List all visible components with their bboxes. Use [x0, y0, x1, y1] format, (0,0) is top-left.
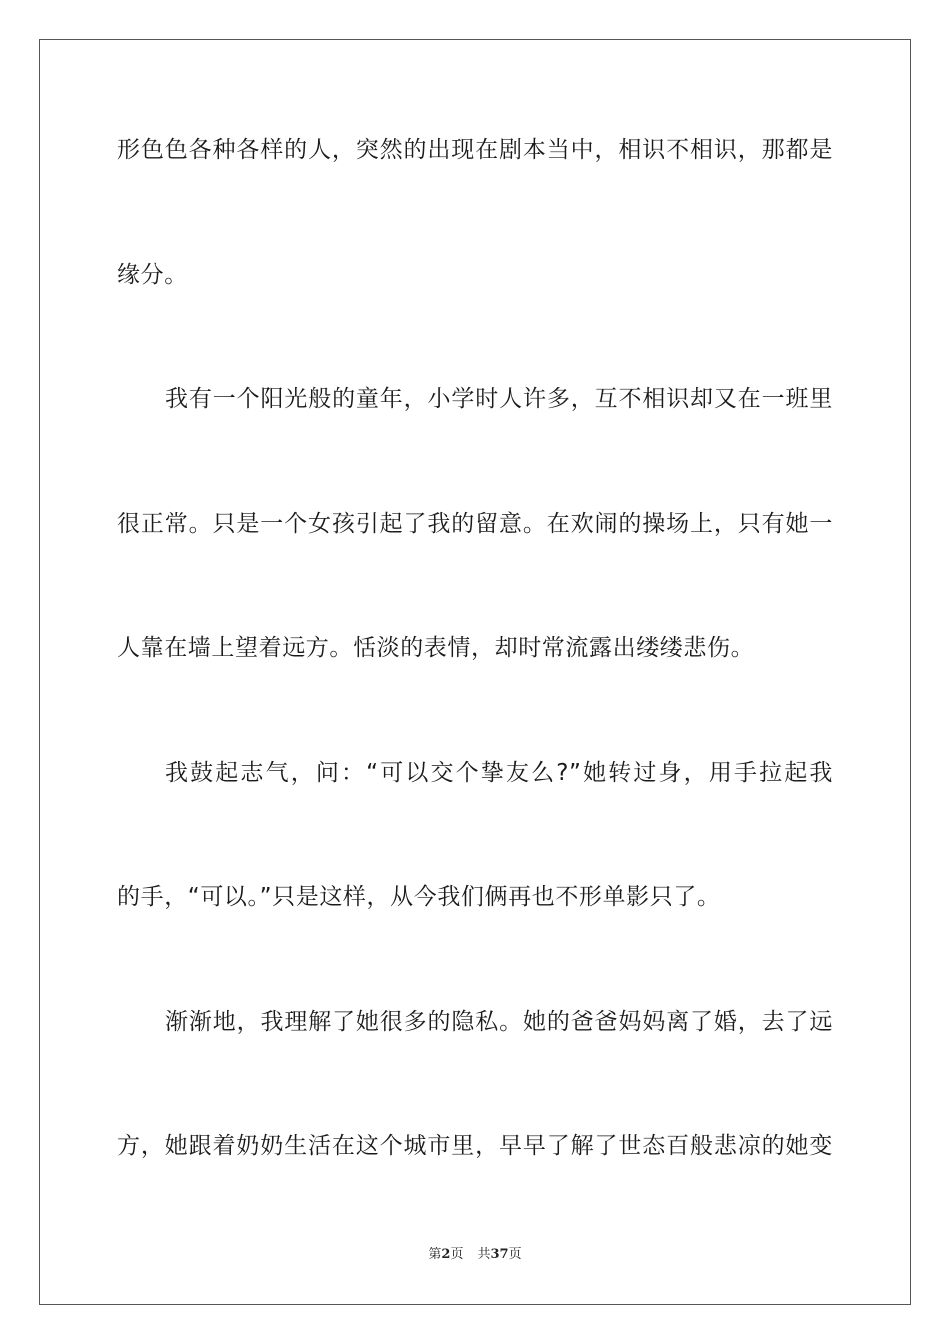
text-line-5: 人靠在墙上望着远方。恬淡的表情，却时常流露出缕缕悲伤。	[117, 635, 755, 661]
page-label-prefix: 第	[428, 1247, 442, 1262]
text-line-7: 的手，“可以。”只是这样，从今我们俩再也不形单影只了。	[117, 884, 721, 910]
text-line-9: 方，她跟着奶奶生活在这个城市里，早早了解了世态百般悲凉的她变	[117, 1133, 833, 1159]
page-footer	[0, 1246, 950, 1264]
page-label-suffix: 页	[450, 1247, 464, 1262]
text-line-3: 我有一个阳光般的童年，小学时人许多，互不相识却又在一班里	[165, 386, 833, 412]
text-line-8: 渐渐地，我理解了她很多的隐私。她的爸爸妈妈离了婚，去了远	[165, 1009, 833, 1035]
page-number: 2	[441, 1247, 451, 1262]
total-label-prefix: 共	[477, 1247, 491, 1262]
text-line-1: 形色色各种各样的人，突然的出现在剧本当中，相识不相识，那都是	[117, 137, 833, 163]
page-border	[39, 39, 911, 1305]
text-line-6: 我鼓起志气，问：“可以交个挚友么?”她转过身，用手拉起我	[165, 760, 833, 786]
text-line-4: 很正常。只是一个女孩引起了我的留意。在欢闹的操场上，只有她一	[117, 511, 833, 537]
text-line-2: 缘分。	[117, 262, 188, 288]
total-pages: 37	[490, 1247, 509, 1262]
total-label-suffix: 页	[508, 1247, 522, 1262]
